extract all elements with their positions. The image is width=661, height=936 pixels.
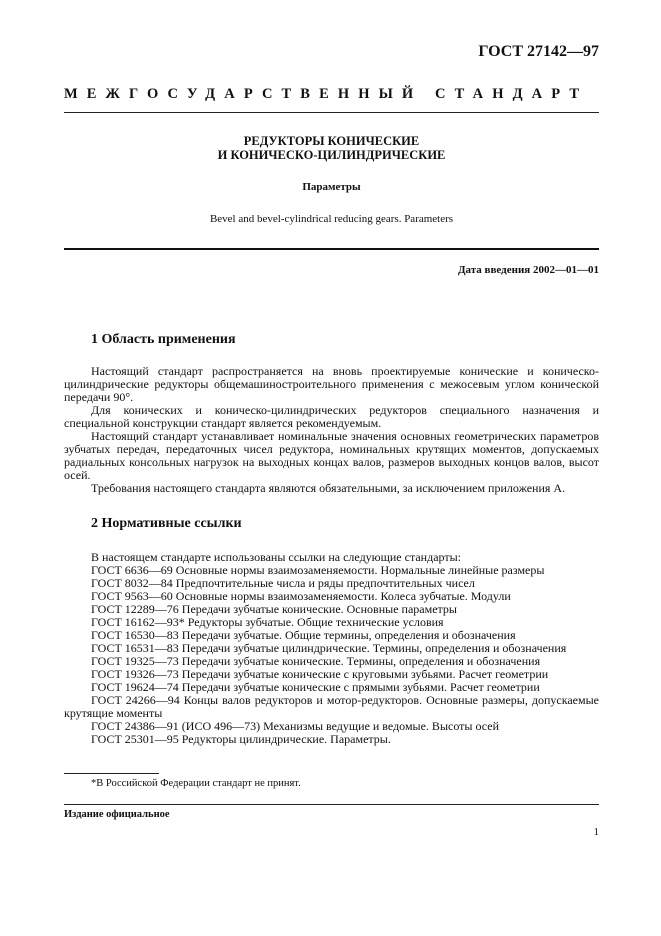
english-title: Bevel and bevel-cylindrical reducing gears. Parameters — [209, 213, 454, 225]
document-code: ГОСТ 27142—97 — [478, 43, 599, 60]
reference-item: ГОСТ 9563—60 Основные нормы взаимозаменяемости. Колеса зубчатые. Модули — [91, 589, 511, 603]
paragraph: Настоящий стандарт устанавливает номинальные значения основных геометрических параметров зубчатых передач, передаточных чисел редуктора, номинальных крутящих моментов, допускаемых радиальных консольных нагрузок на выходных концах валов, размеров выходных концов валов, высот осей. — [64, 429, 599, 482]
edition-label: Издание официальное — [64, 809, 170, 820]
section-2-heading: 2 Нормативные ссылки — [91, 516, 242, 531]
reference-item: ГОСТ 16530—83 Передачи зубчатые. Общие термины, определения и обозначения — [91, 628, 516, 642]
section-1-heading: 1 Область применения — [91, 332, 236, 347]
reference-item: ГОСТ 19624—74 Передачи зубчатые конические с прямыми зубьями. Расчет геометрии — [91, 680, 540, 694]
reference-item: ГОСТ 24266—94 Концы валов редукторов и мотор-редукторов. Основные размеры, допускаемые крутящие моменты — [64, 693, 599, 720]
paragraph: Настоящий стандарт распространяется на вновь проектируемые конические и коническо-цилиндрические редукторы общемашиностроительного применения с межосевым углом конической передачи 90°. — [64, 364, 599, 404]
reference-item: ГОСТ 8032—84 Предпочтительные числа и ряды предпочтительных чисел — [91, 576, 475, 590]
bottom-divider — [64, 804, 599, 805]
footnote: *В Российской Федерации стандарт не принят. — [91, 778, 301, 789]
page-number: 1 — [593, 826, 599, 838]
reference-item: ГОСТ 16162—93* Редукторы зубчатые. Общие технические условия — [91, 615, 444, 629]
document-title-line1: РЕДУКТОРЫ КОНИЧЕСКИЕ — [243, 134, 420, 148]
footnote-divider — [64, 773, 159, 774]
section-1-body — [64, 365, 599, 495]
introduction-date: Дата введения 2002—01—01 — [457, 264, 599, 276]
section-2-body — [64, 551, 599, 746]
document-subtitle: Параметры — [302, 181, 361, 193]
reference-item: ГОСТ 19326—73 Передачи зубчатые конические с круговыми зубьями. Расчет геометрии — [91, 667, 549, 681]
reference-item: ГОСТ 6636—69 Основные нормы взаимозаменяемости. Нормальные линейные размеры — [91, 563, 545, 577]
reference-item: ГОСТ 12289—76 Передачи зубчатые конические. Основные параметры — [91, 602, 457, 616]
references-intro: В настоящем стандарте использованы ссылки на следующие стандарты: — [91, 550, 462, 564]
reference-item: ГОСТ 24386—91 (ИСО 496—73) Механизмы ведущие и ведомые. Высоты осей — [91, 719, 499, 733]
reference-item: ГОСТ 19325—73 Передачи зубчатые конические. Термины, определения и обозначения — [91, 654, 541, 668]
reference-item: ГОСТ 16531—83 Передачи зубчатые цилиндрические. Термины, определения и обозначения — [91, 641, 567, 655]
top-divider — [64, 112, 599, 113]
paragraph: Требования настоящего стандарта являются обязательными, за исключением приложения А. — [91, 481, 566, 495]
standard-banner: МЕЖГОСУДАРСТВЕННЫЙ СТАНДАРТ — [64, 86, 589, 102]
reference-item: ГОСТ 25301—95 Редукторы цилиндрические. Параметры. — [91, 732, 391, 746]
paragraph: Для конических и коническо-цилиндрических редукторов специального назначения и специальной конструкции стандарт является рекомендуемым. — [64, 403, 599, 430]
title-divider — [64, 248, 599, 250]
document-title-line2: И КОНИЧЕСКО-ЦИЛИНДРИЧЕСКИЕ — [217, 148, 446, 162]
